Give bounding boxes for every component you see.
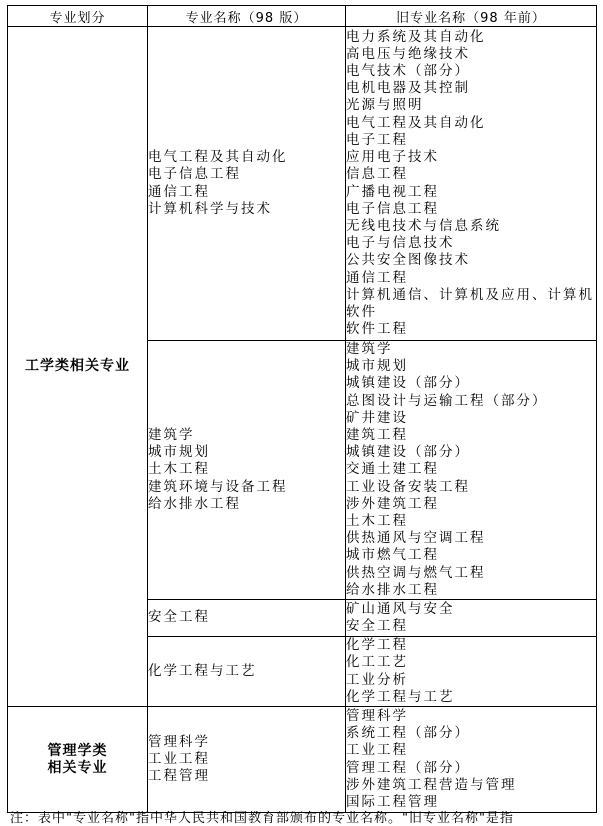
list-item: 化学工程与工艺: [148, 662, 257, 679]
category-label: 相关专业: [47, 759, 108, 776]
list-item: 电子信息工程: [346, 200, 439, 217]
list-item: 涉外建筑工程: [346, 495, 439, 512]
header-category: 专业划分: [8, 6, 148, 27]
list-item: 给水排水工程: [148, 495, 241, 512]
list-item: 工程管理: [148, 768, 210, 785]
list-item: 建筑学: [148, 427, 195, 444]
list-item: 管理科学: [148, 733, 210, 750]
list-item: 供热通风与空调工程: [346, 530, 486, 547]
list-item: 矿井建设: [346, 409, 408, 426]
list-item: 电子信息工程: [148, 166, 241, 183]
category-label: 工学类相关专业: [25, 358, 130, 375]
list-item: 交通土建工程: [346, 461, 439, 478]
header-row: [8, 6, 597, 27]
list-item: 城镇建设（部分）: [346, 444, 470, 461]
list-item: 土木工程: [148, 461, 210, 478]
list-item: 工业工程: [346, 742, 408, 759]
list-item: 计算机科学与技术: [148, 200, 272, 217]
list-item: 总图设计与运输工程（部分）: [346, 392, 548, 409]
list-item: 电气技术（部分）: [346, 63, 470, 80]
list-item: 电气工程及其自动化: [346, 114, 486, 131]
current-major-cell: [148, 27, 346, 341]
list-item: 城市规划: [346, 358, 408, 375]
list-item: 建筑环境与设备工程: [148, 478, 288, 495]
list-item: 高电压与绝缘技术: [346, 45, 470, 62]
table-row: [8, 707, 597, 813]
category-label: 管理学类: [47, 742, 108, 759]
list-item: 矿山通风与安全: [346, 600, 455, 617]
list-item: 国际工程管理: [346, 793, 439, 810]
list-item: 城市燃气工程: [346, 547, 439, 564]
current-major-cell: [148, 600, 346, 637]
list-item: 公共安全图像技术: [346, 252, 470, 269]
current-major-cell: [148, 637, 346, 707]
current-major-cell: [148, 341, 346, 600]
category-cell-engineering: [8, 27, 148, 707]
list-item: 工业分析: [346, 671, 408, 688]
list-item: 光源与照明: [346, 97, 424, 114]
list-item: 电气工程及其自动化: [148, 149, 288, 166]
list-item: 工业工程: [148, 750, 210, 767]
list-item: 通信工程: [148, 183, 210, 200]
old-major-cell: [346, 27, 597, 341]
list-item: 土木工程: [346, 513, 408, 530]
list-item: 化学工程: [346, 637, 408, 654]
footnote: 注：表中"专业名称"指中华人民共和国教育部颁布的专业名称。"旧专业名称"是指: [10, 811, 514, 826]
list-item: 电机电器及其控制: [346, 80, 470, 97]
list-item: 安全工程: [148, 609, 210, 626]
list-item: 安全工程: [346, 618, 408, 635]
list-item: 建筑工程: [346, 427, 408, 444]
list-item: 管理工程（部分）: [346, 759, 470, 776]
old-major-cell: [346, 707, 597, 813]
list-item: 电子与信息技术: [346, 235, 455, 252]
list-item: 化学工程与工艺: [346, 688, 455, 705]
old-major-cell: [346, 341, 597, 600]
list-item: 建筑学: [346, 341, 393, 357]
list-item: 软件工程: [346, 321, 408, 338]
header-major-98: 专业名称（98 版）: [148, 6, 346, 27]
old-major-cell: [346, 600, 597, 637]
list-item: 工业设备安装工程: [346, 478, 470, 495]
list-item: 供热空调与燃气工程: [346, 564, 486, 581]
major-comparison-table: [7, 5, 597, 813]
category-cell-management: [8, 707, 148, 813]
list-item: 信息工程: [346, 166, 408, 183]
list-item: 通信工程: [346, 269, 408, 286]
list-item: 电子工程: [346, 131, 408, 148]
current-major-cell: [148, 707, 346, 813]
list-item: 城镇建设（部分）: [346, 375, 470, 392]
list-item: 涉外建筑工程营造与管理: [346, 776, 517, 793]
table-row: [8, 27, 597, 341]
list-item: 应用电子技术: [346, 149, 439, 166]
list-item: 化工工艺: [346, 654, 408, 671]
list-item: 计算机通信、计算机及应用、计算机软件: [346, 286, 594, 320]
list-item: 管理科学: [346, 707, 408, 724]
header-major-old: 旧专业名称（98 年前）: [346, 6, 597, 27]
list-item: 给水排水工程: [346, 581, 439, 598]
old-major-cell: [346, 637, 597, 707]
list-item: 无线电技术与信息系统: [346, 217, 501, 234]
list-item: 电力系统及其自动化: [346, 28, 486, 45]
list-item: 系统工程（部分）: [346, 725, 470, 742]
list-item: 广播电视工程: [346, 183, 439, 200]
list-item: 城市规划: [148, 444, 210, 461]
